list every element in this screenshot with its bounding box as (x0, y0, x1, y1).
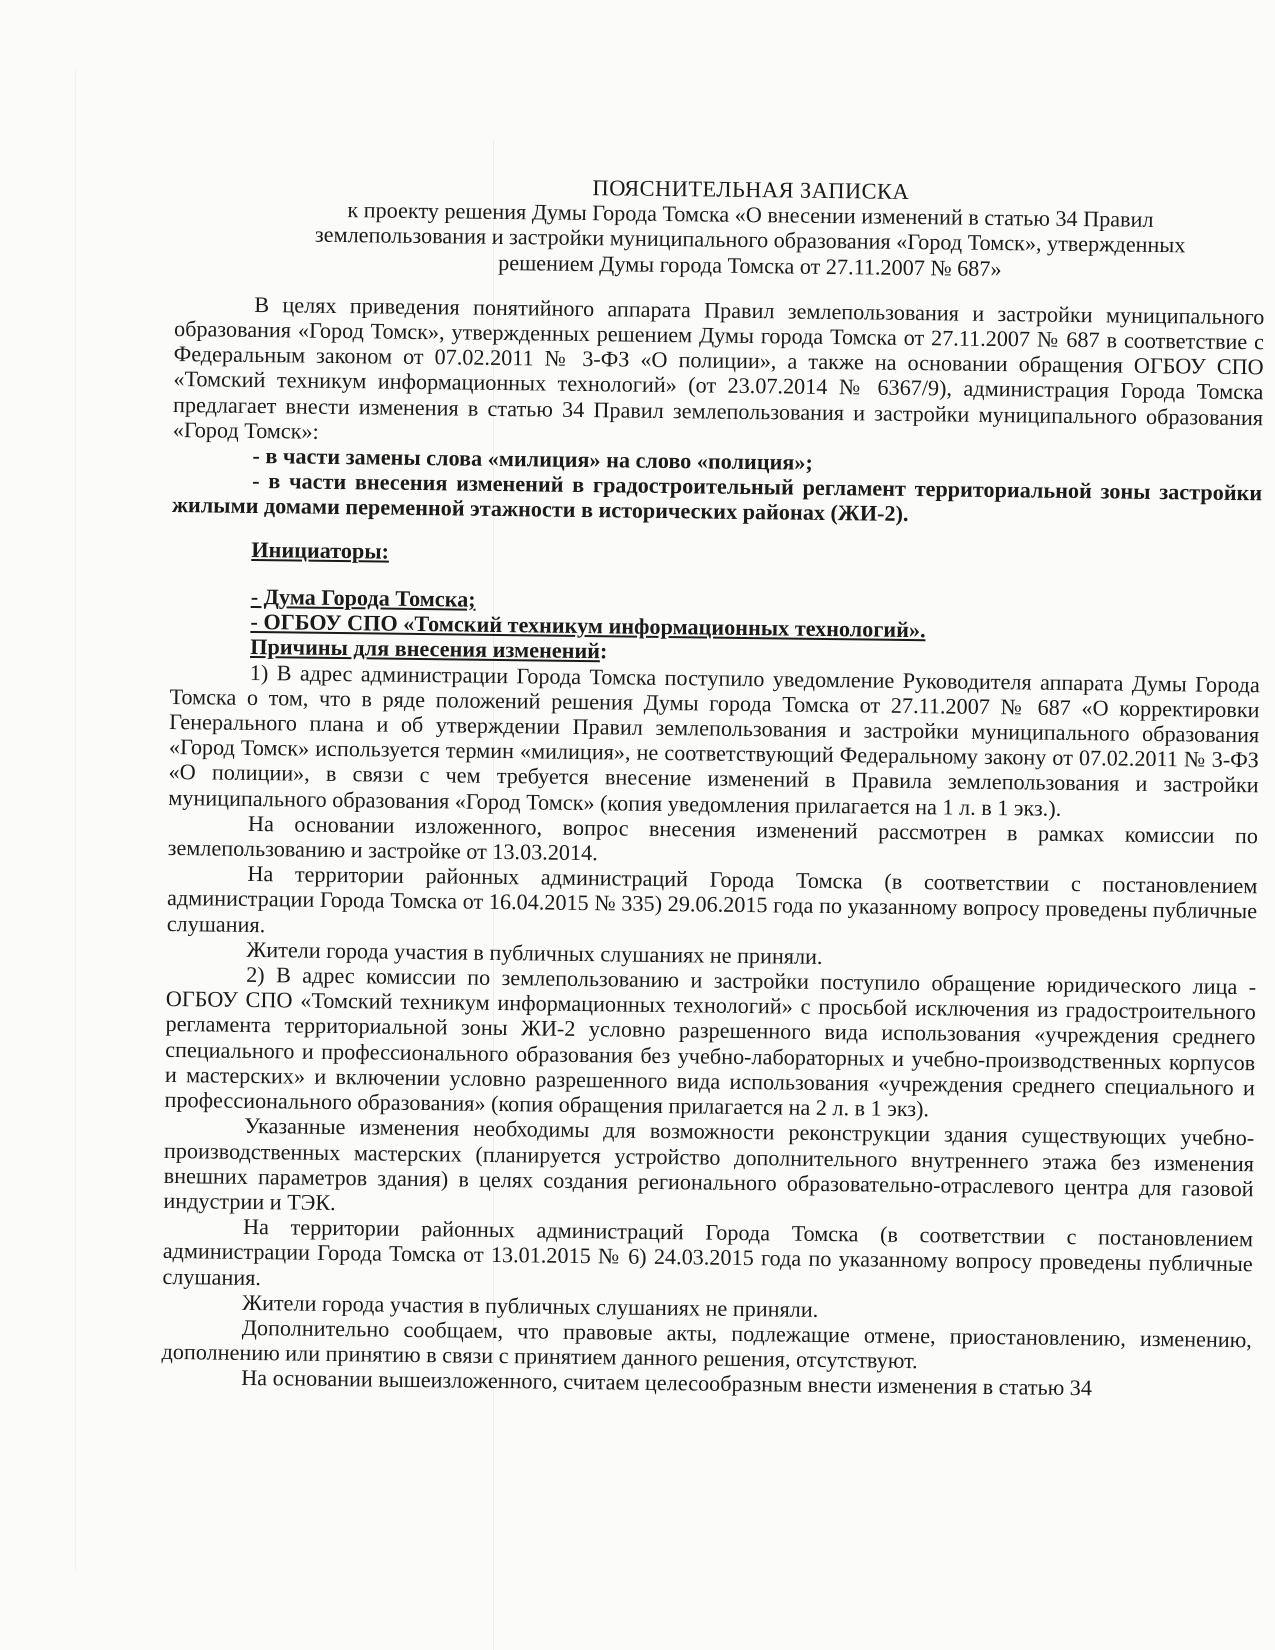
document-title: ПОЯСНИТЕЛЬНАЯ ЗАПИСКА (592, 175, 910, 204)
document-body (161, 170, 1266, 1403)
paragraph-reason-2: 2) В адрес комиссии по землепользованию и застройки поступило обращение юридического лица - ОГБОУ СПО «Томский техникум информационных технологий» с просьбой исключения из градостроительного регламента территориальной зоны ЖИ-2 условно разрешенного вида использования «учреждения среднего специального и профессионального образования без учебно-лабораторных и учебно-производственных корпусов и мастерских» и включении условно разрешенного вида использования «учреждения среднего специального и профессионального образования» (копия обращения прилагается на 2 л. в 1 экз). (164, 961, 1257, 1122)
paragraph-residents-1: Жители города участия в публичных слушаниях не приняли. (246, 936, 823, 969)
reasons-heading-colon: : (599, 638, 608, 664)
paragraph-residents-2: Жители города участия в публичных слушаниях не приняли. (242, 1289, 819, 1322)
paragraph-hearings-2: На территории районных администраций Города Томска (в соответствии с постановлением администрации Города Томска от 13.01.2015 № 6) 24.03.2015 года по указанному вопросу проведены публичные слушания. (162, 1214, 1254, 1290)
paragraph-reconstruction: Указанные изменения необходимы для возможности реконструкции здания существующих учебно-производственных мастерских (планируется устройство дополнительного внутреннего этажа без изменения внешних параметров здания) в целях создания регионального образовательно-отраслевого центра для газовой индустрии и ТЭК. (163, 1113, 1255, 1215)
intro-paragraph: В целях приведения понятийного аппарата Правил землепользования и застройки муниципального образования «Город Томск», утвержденных решением Думы города Томска от 27.11.2007 № 687 в соответствие с Федеральным законом от 07.02.2011 № 3-ФЗ «О полиции», а также на основании обращения ОГБОУ СПО «Томский техникум информационных технологий» (от 23.07.2014 № 6367/9), администрация Города Томска предлагает внести изменения в статью 34 Правил землепользования и застройки муниципального образования «Город Томск»: (172, 291, 1265, 444)
bullet-zone-zhi2: - в части внесения изменений в градостроительный регламент территориальной зоны застройки жилыми домами переменной этажности в исторических районах (ЖИ-2). (171, 468, 1263, 527)
paragraph-conclusion: На основании вышеизложенного, считаем целесообразным внести изменения в статью 34 (241, 1365, 1093, 1401)
initiator-duma-text: - Дума Города Томска; (250, 583, 476, 612)
subtitle-line-3: решением Думы города Томска от 27.11.2007 № 687» (498, 249, 1002, 281)
paragraph-hearings-1: На территории районных администраций Города Томска (в соответствии с постановлением администрации Города Томска от 16.04.2015 № 335) 29.06.2015 года по указанному вопросу проведены публичные слушания. (166, 861, 1258, 937)
paragraph-reason-1: 1) В адрес администрации Города Томска поступило уведомление Руководителя аппарата Думы Города Томска о том, что в ряде положений решения Думы города Томска от 27.11.2007 № 687 «О корректировки Генерального плана и об утверждении Правил землепользования и застройки муниципального образования «Город Томск» используется термин «милиция», не соответствующий Федеральному закону от 07.02.2011 № 3-ФЗ «О полиции», в связи с чем требуется внесение изменений в Правила землепользования и застройки муниципального образования «Город Томск» (копия уведомления прилагается на 1 л. в 1 экз.). (168, 659, 1260, 821)
document-header (235, 171, 1266, 284)
bullet-militia: - в части замены слова «милиция» на слово «полиция»; (252, 442, 814, 475)
reasons-heading-text: Причины для внесения изменений (250, 634, 601, 664)
scan-edge-shadow (75, 70, 76, 1570)
paragraph-legal-acts: Дополнительно сообщаем, что правовые акты, подлежащие отмене, приостановлению, изменению, дополнению или принятию в связи с принятием данного решения, отсутствуют. (161, 1314, 1252, 1374)
initiators-heading: Инициаторы: (251, 536, 390, 564)
paragraph-commission: На основании изложенного, вопрос внесения изменений рассмотрен в рамках комиссии по землепользованию и застройке от 13.03.2014. (167, 810, 1259, 866)
subtitle-line-2: землепользования и застройки муниципального образования «Город Томск», утвержденных (314, 222, 1186, 258)
subtitle-line-1: к проекту решения Думы Города Томска «О внесении изменений в статью 34 Правил (347, 197, 1154, 233)
initiator-college-text: - ОГБОУ СПО «Томский техникум информационных технологий». (250, 609, 926, 643)
